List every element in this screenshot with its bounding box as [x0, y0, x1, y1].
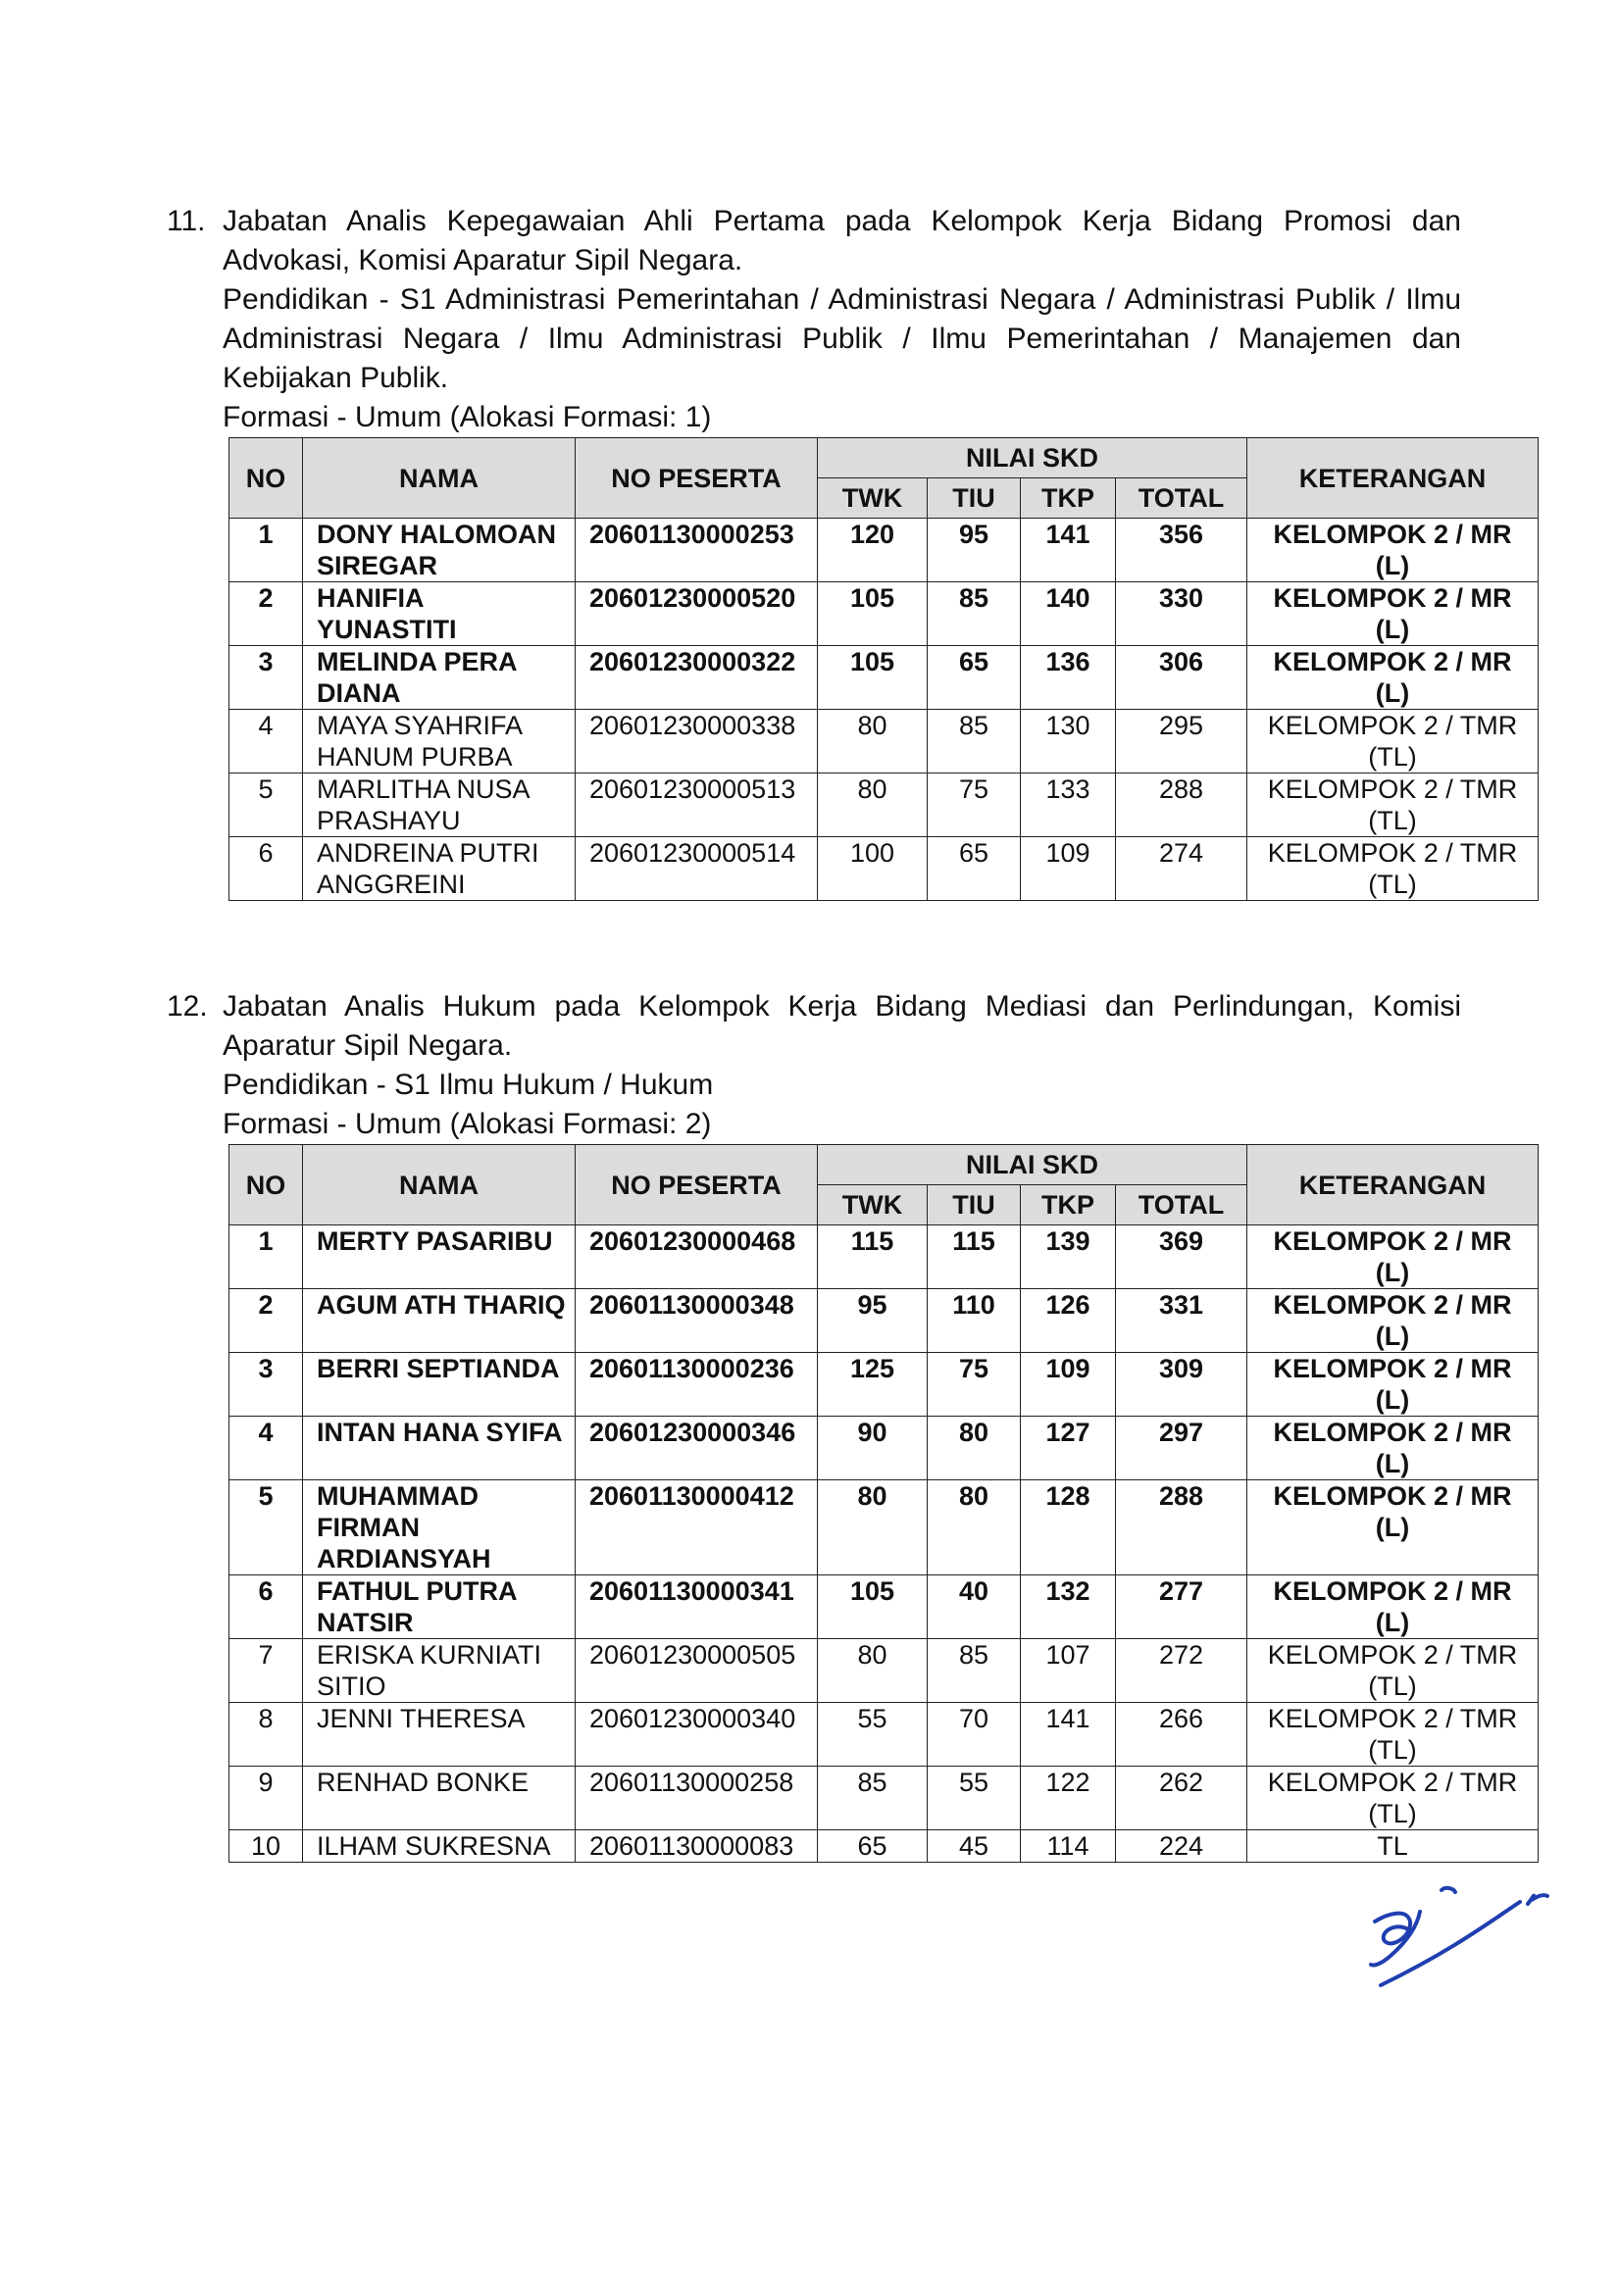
row-tkp: 136	[1021, 646, 1116, 710]
results-table	[228, 1144, 1539, 1863]
row-no-peserta: 20601230000322	[576, 646, 818, 710]
row-nama: MAYA SYAHRIFA HANUM PURBA	[303, 710, 576, 774]
table-row	[229, 1353, 1539, 1417]
handwritten-paraf-icon	[1363, 1882, 1589, 2015]
row-total: 331	[1116, 1289, 1247, 1353]
row-tiu: 40	[928, 1575, 1021, 1639]
row-twk: 125	[818, 1353, 928, 1417]
row-total: 295	[1116, 710, 1247, 774]
row-no: 9	[229, 1767, 303, 1830]
row-keterangan: KELOMPOK 2 / TMR (TL)	[1247, 1703, 1539, 1767]
header-no: NO	[229, 1145, 303, 1225]
row-twk: 115	[818, 1225, 928, 1289]
row-nama: DONY HALOMOAN SIREGAR	[303, 519, 576, 582]
row-tiu: 55	[928, 1767, 1021, 1830]
row-twk: 80	[818, 710, 928, 774]
row-keterangan: KELOMPOK 2 / MR (L)	[1247, 1289, 1539, 1353]
row-no-peserta: 20601230000505	[576, 1639, 818, 1703]
section-11-heading	[167, 202, 1461, 437]
row-no-peserta: 20601230000340	[576, 1703, 818, 1767]
table-row	[229, 1225, 1539, 1289]
row-no: 3	[229, 646, 303, 710]
row-tkp: 133	[1021, 774, 1116, 837]
row-keterangan: KELOMPOK 2 / TMR (TL)	[1247, 1767, 1539, 1830]
row-twk: 80	[818, 1639, 928, 1703]
row-tiu: 85	[928, 710, 1021, 774]
table-row	[229, 710, 1539, 774]
row-tkp: 128	[1021, 1480, 1116, 1575]
row-no: 6	[229, 837, 303, 901]
row-nama: AGUM ATH THARIQ	[303, 1289, 576, 1353]
header-tiu: TIU	[928, 478, 1021, 519]
table-row	[229, 1639, 1539, 1703]
table-row	[229, 519, 1539, 582]
row-tkp: 122	[1021, 1767, 1116, 1830]
row-tiu: 110	[928, 1289, 1021, 1353]
row-tkp: 107	[1021, 1639, 1116, 1703]
row-no-peserta: 20601230000468	[576, 1225, 818, 1289]
row-no: 10	[229, 1830, 303, 1863]
row-total: 277	[1116, 1575, 1247, 1639]
table-row	[229, 774, 1539, 837]
row-tiu: 85	[928, 1639, 1021, 1703]
table-row	[229, 582, 1539, 646]
row-nama: MUHAMMAD FIRMAN ARDIANSYAH	[303, 1480, 576, 1575]
row-tkp: 139	[1021, 1225, 1116, 1289]
row-total: 272	[1116, 1639, 1247, 1703]
section-12	[167, 987, 1518, 1863]
row-twk: 65	[818, 1830, 928, 1863]
row-total: 274	[1116, 837, 1247, 901]
header-keterangan: KETERANGAN	[1247, 438, 1539, 519]
position-title: Jabatan Analis Hukum pada Kelompok Kerja Bidang Mediasi dan Perlindungan, Komisi Aparatur Sipil Negara.	[223, 990, 1461, 1062]
row-twk: 55	[818, 1703, 928, 1767]
row-no-peserta: 20601230000338	[576, 710, 818, 774]
row-no: 3	[229, 1353, 303, 1417]
row-twk: 85	[818, 1767, 928, 1830]
row-tkp: 132	[1021, 1575, 1116, 1639]
row-no-peserta: 20601130000258	[576, 1767, 818, 1830]
row-twk: 120	[818, 519, 928, 582]
row-nama: RENHAD BONKE	[303, 1767, 576, 1830]
row-nama: BERRI SEPTIANDA	[303, 1353, 576, 1417]
row-tiu: 85	[928, 582, 1021, 646]
row-keterangan: KELOMPOK 2 / MR (L)	[1247, 1575, 1539, 1639]
row-nama: ERISKA KURNIATI SITIO	[303, 1639, 576, 1703]
row-twk: 80	[818, 1480, 928, 1575]
row-keterangan: KELOMPOK 2 / MR (L)	[1247, 519, 1539, 582]
row-no-peserta: 20601130000236	[576, 1353, 818, 1417]
row-tkp: 141	[1021, 1703, 1116, 1767]
row-nama: ILHAM SUKRESNA	[303, 1830, 576, 1863]
table-row	[229, 1480, 1539, 1575]
row-no: 5	[229, 774, 303, 837]
row-keterangan: KELOMPOK 2 / MR (L)	[1247, 582, 1539, 646]
row-twk: 90	[818, 1417, 928, 1480]
header-keterangan: KETERANGAN	[1247, 1145, 1539, 1225]
table-body	[229, 519, 1539, 901]
row-total: 356	[1116, 519, 1247, 582]
row-keterangan: TL	[1247, 1830, 1539, 1863]
row-no: 1	[229, 1225, 303, 1289]
formation-info: Formasi - Umum (Alokasi Formasi: 1)	[223, 401, 712, 433]
table-row	[229, 1417, 1539, 1480]
row-nama: JENNI THERESA	[303, 1703, 576, 1767]
row-keterangan: KELOMPOK 2 / MR (L)	[1247, 1353, 1539, 1417]
header-nama: NAMA	[303, 438, 576, 519]
table-row	[229, 1830, 1539, 1863]
header-total: TOTAL	[1116, 1185, 1247, 1225]
row-nama: FATHUL PUTRA NATSIR	[303, 1575, 576, 1639]
row-tkp: 114	[1021, 1830, 1116, 1863]
header-nilai-skd: NILAI SKD	[818, 438, 1247, 478]
header-tkp: TKP	[1021, 1185, 1116, 1225]
row-no: 2	[229, 582, 303, 646]
row-twk: 100	[818, 837, 928, 901]
row-tiu: 80	[928, 1480, 1021, 1575]
row-tkp: 126	[1021, 1289, 1116, 1353]
row-no-peserta: 20601230000513	[576, 774, 818, 837]
row-tiu: 65	[928, 837, 1021, 901]
row-tkp: 130	[1021, 710, 1116, 774]
header-no-peserta: NO PESERTA	[576, 1145, 818, 1225]
row-no-peserta: 20601130000083	[576, 1830, 818, 1863]
row-no: 7	[229, 1639, 303, 1703]
row-total: 224	[1116, 1830, 1247, 1863]
row-tiu: 80	[928, 1417, 1021, 1480]
row-no: 5	[229, 1480, 303, 1575]
row-twk: 105	[818, 646, 928, 710]
row-total: 369	[1116, 1225, 1247, 1289]
table-body	[229, 1225, 1539, 1863]
row-no-peserta: 20601130000341	[576, 1575, 818, 1639]
row-no-peserta: 20601230000514	[576, 837, 818, 901]
row-total: 306	[1116, 646, 1247, 710]
row-no: 1	[229, 519, 303, 582]
row-tkp: 141	[1021, 519, 1116, 582]
row-no-peserta: 20601130000253	[576, 519, 818, 582]
header-no: NO	[229, 438, 303, 519]
row-tiu: 75	[928, 1353, 1021, 1417]
row-tiu: 70	[928, 1703, 1021, 1767]
section-number: 12.	[167, 990, 208, 1023]
row-no-peserta: 20601230000346	[576, 1417, 818, 1480]
row-keterangan: KELOMPOK 2 / TMR (TL)	[1247, 1639, 1539, 1703]
row-no: 6	[229, 1575, 303, 1639]
row-nama: ANDREINA PUTRI ANGGREINI	[303, 837, 576, 901]
row-no: 4	[229, 710, 303, 774]
row-tiu: 75	[928, 774, 1021, 837]
section-number: 11.	[167, 205, 206, 237]
row-tkp: 109	[1021, 1353, 1116, 1417]
row-total: 288	[1116, 1480, 1247, 1575]
row-tiu: 65	[928, 646, 1021, 710]
row-twk: 80	[818, 774, 928, 837]
header-total: TOTAL	[1116, 478, 1247, 519]
row-total: 309	[1116, 1353, 1247, 1417]
row-nama: INTAN HANA SYIFA	[303, 1417, 576, 1480]
position-title: Jabatan Analis Kepegawaian Ahli Pertama pada Kelompok Kerja Bidang Promosi dan Advokasi, Komisi Aparatur Sipil Negara.	[223, 205, 1461, 276]
row-no-peserta: 20601130000348	[576, 1289, 818, 1353]
header-no-peserta: NO PESERTA	[576, 438, 818, 519]
education-requirement: Pendidikan - S1 Administrasi Pemerintahan / Administrasi Negara / Administrasi Publik / Ilmu Administrasi Negara / Ilmu Administrasi Publik / Ilmu Pemerintahan / Manajemen dan Kebijakan Publik.	[223, 283, 1461, 394]
row-total: 262	[1116, 1767, 1247, 1830]
header-twk: TWK	[818, 478, 928, 519]
row-twk: 95	[818, 1289, 928, 1353]
header-tiu: TIU	[928, 1185, 1021, 1225]
header-nama: NAMA	[303, 1145, 576, 1225]
row-keterangan: KELOMPOK 2 / MR (L)	[1247, 1225, 1539, 1289]
row-nama: HANIFIA YUNASTITI	[303, 582, 576, 646]
row-no: 4	[229, 1417, 303, 1480]
row-tiu: 95	[928, 519, 1021, 582]
row-keterangan: KELOMPOK 2 / TMR (TL)	[1247, 710, 1539, 774]
table-row	[229, 1575, 1539, 1639]
table-row	[229, 1703, 1539, 1767]
row-nama: MELINDA PERA DIANA	[303, 646, 576, 710]
row-tkp: 140	[1021, 582, 1116, 646]
row-nama: MERTY PASARIBU	[303, 1225, 576, 1289]
row-keterangan: KELOMPOK 2 / TMR (TL)	[1247, 837, 1539, 901]
row-total: 288	[1116, 774, 1247, 837]
table-row	[229, 646, 1539, 710]
header-twk: TWK	[818, 1185, 928, 1225]
section-12-heading	[167, 987, 1461, 1144]
table-row	[229, 1289, 1539, 1353]
row-tkp: 127	[1021, 1417, 1116, 1480]
row-no: 2	[229, 1289, 303, 1353]
section-11	[167, 202, 1518, 901]
header-nilai-skd: NILAI SKD	[818, 1145, 1247, 1185]
row-tiu: 45	[928, 1830, 1021, 1863]
results-table	[228, 437, 1539, 901]
row-no: 8	[229, 1703, 303, 1767]
row-total: 297	[1116, 1417, 1247, 1480]
row-no-peserta: 20601230000520	[576, 582, 818, 646]
table-row	[229, 837, 1539, 901]
table-row	[229, 1767, 1539, 1830]
row-tiu: 115	[928, 1225, 1021, 1289]
row-nama: MARLITHA NUSA PRASHAYU	[303, 774, 576, 837]
header-tkp: TKP	[1021, 478, 1116, 519]
row-total: 330	[1116, 582, 1247, 646]
row-twk: 105	[818, 582, 928, 646]
row-tkp: 109	[1021, 837, 1116, 901]
education-requirement: Pendidikan - S1 Ilmu Hukum / Hukum	[223, 1069, 714, 1101]
row-keterangan: KELOMPOK 2 / MR (L)	[1247, 1480, 1539, 1575]
row-keterangan: KELOMPOK 2 / TMR (TL)	[1247, 774, 1539, 837]
formation-info: Formasi - Umum (Alokasi Formasi: 2)	[223, 1108, 712, 1140]
row-keterangan: KELOMPOK 2 / MR (L)	[1247, 646, 1539, 710]
row-total: 266	[1116, 1703, 1247, 1767]
row-no-peserta: 20601130000412	[576, 1480, 818, 1575]
row-keterangan: KELOMPOK 2 / MR (L)	[1247, 1417, 1539, 1480]
row-twk: 105	[818, 1575, 928, 1639]
